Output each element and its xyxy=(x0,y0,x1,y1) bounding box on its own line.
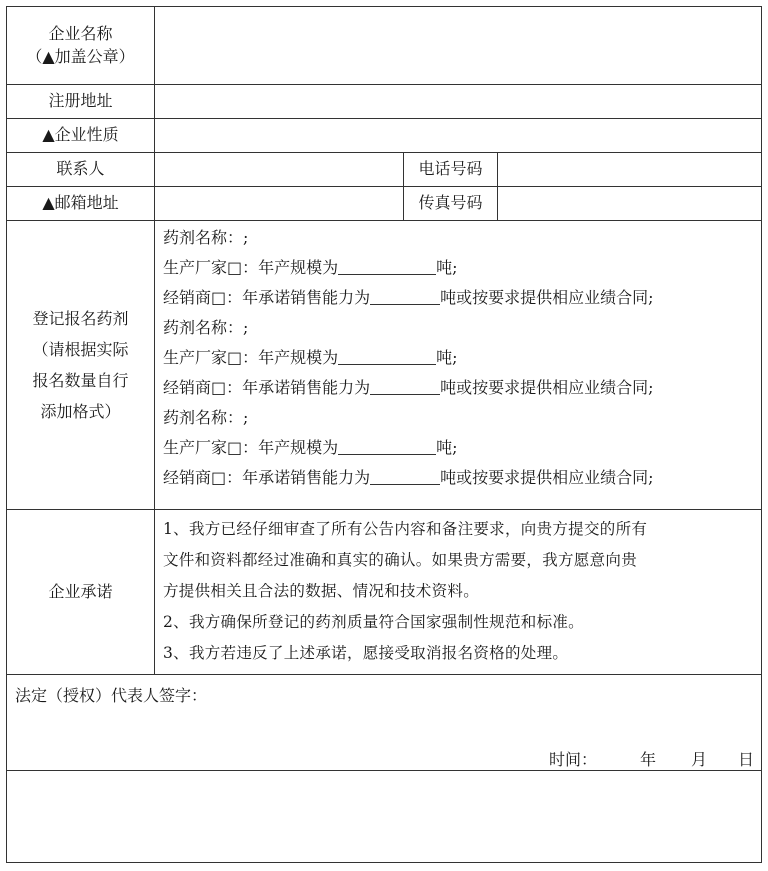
signature-area[interactable] xyxy=(155,707,755,767)
fax-number-label: 传真号码 xyxy=(418,193,483,213)
commitment-line: 2、我方确保所登记的药剂质量符合国家强制性规范和标准。 xyxy=(163,613,584,631)
commitment-line: 文件和资料都经过准确和真实的确认。如果贵方需要，我方愿意向贵 xyxy=(163,551,638,569)
company-name-label: 企业名称 （▲加盖公章） xyxy=(26,24,135,66)
distributor-line: 经销商□：年承诺销售能力为 吨或按要求提供相应业绩合同; xyxy=(163,378,654,397)
bottom-blank-area[interactable] xyxy=(7,771,761,861)
registered-drugs-label: 登记报名药剂 （请根据实际 报名数量自行 添加格式） xyxy=(32,309,129,421)
commitment-line: 方提供相关且合法的数据、情况和技术资料。 xyxy=(163,582,480,600)
signature-label: 法定（授权）代表人签字： xyxy=(15,686,208,705)
phone-number-field[interactable] xyxy=(498,153,761,186)
manufacturer-line: 生产厂家□：年产规模为 吨; xyxy=(163,258,458,277)
distributor-line: 经销商□：年承诺销售能力为 吨或按要求提供相应业绩合同; xyxy=(163,288,654,307)
registered-drugs-content xyxy=(163,223,759,508)
capacity-blank[interactable] xyxy=(338,436,436,455)
contact-person-field[interactable] xyxy=(155,153,403,186)
manufacturer-line: 生产厂家□：年产规模为 吨; xyxy=(163,438,458,457)
commitment-line: 3、我方若违反了上述承诺，愿接受取消报名资格的处理。 xyxy=(163,644,569,662)
drug-name-line: 药剂名称：; xyxy=(163,228,249,247)
phone-number-label: 电话号码 xyxy=(418,159,483,179)
sales-capacity-blank[interactable] xyxy=(370,376,440,395)
email-address-field[interactable] xyxy=(155,187,403,220)
commitment-text xyxy=(163,514,759,672)
signature-day: 日 xyxy=(738,750,755,769)
contact-person-label: 联系人 xyxy=(56,159,105,179)
drug-name-line: 药剂名称：; xyxy=(163,408,249,427)
email-address-label: ▲邮箱地址 xyxy=(42,193,119,213)
registered-address-field[interactable] xyxy=(155,85,761,118)
signature-month: 月 xyxy=(691,750,708,769)
distributor-line: 经销商□：年承诺销售能力为 吨或按要求提供相应业绩合同; xyxy=(163,468,654,487)
sales-capacity-blank[interactable] xyxy=(370,466,440,485)
commitment-line: 1、我方已经仔细审查了所有公告内容和备注要求，向贵方提交的所有 xyxy=(163,520,648,538)
signature-time-label: 时间： xyxy=(549,750,598,769)
sales-capacity-blank[interactable] xyxy=(370,286,440,305)
commitment-label: 企业承诺 xyxy=(48,581,113,601)
row-divider xyxy=(7,674,761,675)
enterprise-nature-label: ▲企业性质 xyxy=(42,125,119,145)
manufacturer-line: 生产厂家□：年产规模为 吨; xyxy=(163,348,458,367)
capacity-blank[interactable] xyxy=(338,256,436,275)
enterprise-nature-field[interactable] xyxy=(155,119,761,152)
company-name-field[interactable] xyxy=(155,7,761,84)
fax-number-field[interactable] xyxy=(498,187,761,220)
registration-form xyxy=(6,6,762,863)
capacity-blank[interactable] xyxy=(338,346,436,365)
signature-year: 年 xyxy=(640,750,657,769)
drug-name-line: 药剂名称：; xyxy=(163,318,249,337)
registered-address-label: 注册地址 xyxy=(48,91,113,111)
